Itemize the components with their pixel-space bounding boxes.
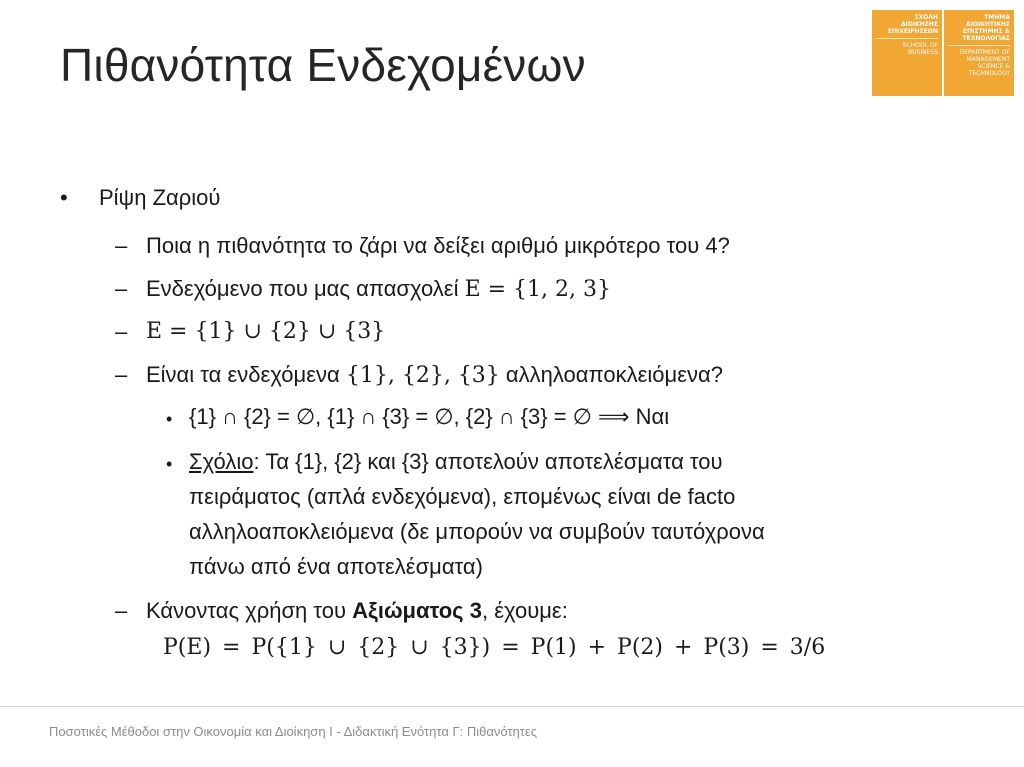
logo-school-box — [872, 10, 942, 96]
logo-text: ΤΜΗΜΑ — [984, 14, 1010, 21]
logo-text: ΔΙΟΙΚΗΣΗΣ — [900, 21, 938, 28]
question-prefix: Είναι τα ενδεχόμενα — [146, 362, 346, 387]
slide-title: Πιθανότητα Ενδεχομένων — [60, 39, 586, 91]
logo-text: ΕΠΙΧΕΙΡΗΣΕΩΝ — [887, 28, 938, 35]
logo-text: TECHNOLOGY — [968, 70, 1010, 77]
dash-marker: – — [115, 362, 128, 387]
university-logo — [872, 10, 1018, 96]
probability-formula: P(E) = P({1} ∪ {2} ∪ {3}) = P(1) + P(2) + P(3) = 3/6 — [163, 635, 826, 660]
logo-text: DEPARTMENT OF — [959, 49, 1010, 56]
intersection-result: {1} ∩ {2} = ∅, {1} ∩ {3} = ∅, {2} ∩ {3} = ∅ ⟹ Ναι — [189, 404, 670, 429]
logo-separator — [948, 45, 1010, 46]
logo-text: SCIENCE & — [977, 63, 1010, 70]
comment-label: Σχόλιο — [189, 449, 254, 474]
logo-department-box — [944, 10, 1014, 96]
logo-text: ΤΕΧΝΟΛΟΓΙΑΣ — [962, 35, 1010, 42]
logo-text: MANAGEMENT — [966, 56, 1010, 63]
dash-marker: – — [115, 319, 128, 344]
event-definition-text: Ενδεχόμενο που μας απασχολεί — [146, 276, 465, 301]
footer-divider — [0, 706, 1024, 707]
question-suffix: αλληλοαποκλειόμενα? — [499, 362, 723, 387]
bullet-marker: • — [60, 185, 68, 210]
bullet-marker: • — [166, 454, 173, 474]
logo-text: BUSINESS — [908, 49, 938, 56]
comment-line-3: αλληλοαποκλειόμενα (δε μπορούν να συμβούν ταυτόχρονα — [189, 519, 765, 544]
mutually-exclusive-question — [146, 360, 723, 391]
event-set-math: E = {1, 2, 3} — [464, 277, 612, 302]
question-text: Ποια η πιθανότητα το ζάρι να δείξει αριθμό μικρότερο του 4? — [146, 233, 730, 258]
bullet-marker: • — [166, 409, 173, 429]
logo-text: ΣΧΟΛΗ — [914, 14, 938, 21]
axiom-usage — [146, 596, 568, 626]
comment-line-1 — [189, 447, 723, 477]
event-definition — [146, 274, 611, 305]
axiom-prefix: Κάνοντας χρήση του — [146, 598, 353, 623]
dash-marker: – — [115, 598, 128, 623]
axiom-suffix: , έχουμε: — [481, 598, 568, 623]
logo-separator — [876, 38, 938, 39]
logo-text: ΔΙΟΙΚΗΤΙΚΗΣ — [966, 21, 1010, 28]
comment-line-2: πειράματος (απλά ενδεχόμενα), επομένως είναι de facto — [189, 484, 736, 509]
events-math: {1}, {2}, {3} — [345, 363, 500, 388]
logo-text: ΕΠΙΣΤΗΜΗΣ & — [963, 28, 1010, 35]
event-union-math: E = {1} ∪ {2} ∪ {3} — [146, 319, 386, 344]
axiom-name: Αξιώματος 3 — [352, 598, 482, 623]
comment-line-4: πάνω από ένα αποτελέσματα) — [189, 554, 483, 579]
bullet-dice-roll: Ρίψη Ζαριού — [99, 185, 221, 210]
footer-text: Ποσοτικές Μέθοδοι στην Οικονομία και Διοίκηση Ι - Διδακτική Ενότητα Γ: Πιθανότητες — [49, 724, 537, 739]
comment-text: : Τα {1}, {2} και {3} αποτελούν αποτελέσματα του — [253, 449, 723, 474]
dash-marker: – — [115, 233, 128, 258]
dash-marker: – — [115, 276, 128, 301]
logo-text: SCHOOL OF — [902, 42, 938, 49]
